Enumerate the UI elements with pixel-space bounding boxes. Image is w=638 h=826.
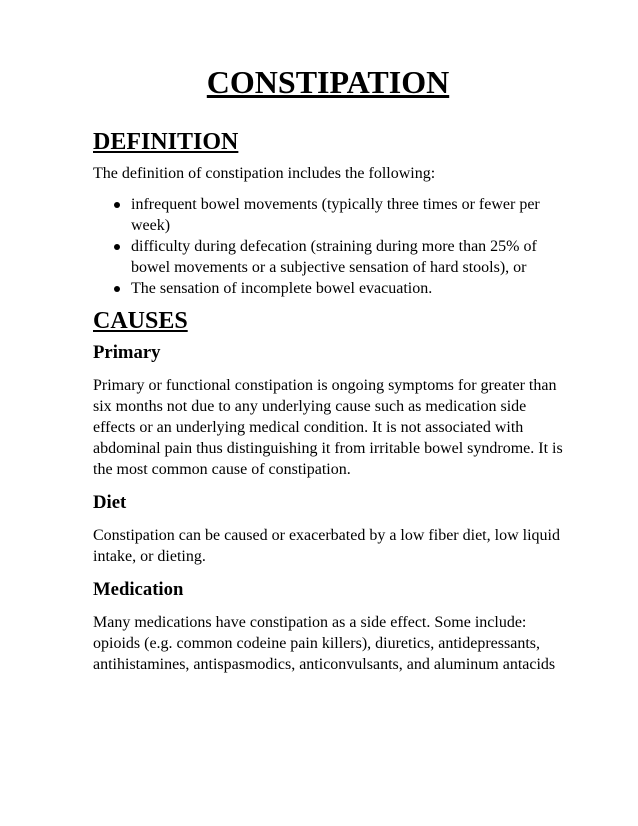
primary-heading: Primary xyxy=(93,342,161,363)
bullet-icon xyxy=(114,202,120,208)
diet-heading: Diet xyxy=(93,492,127,513)
bullet-icon xyxy=(114,286,120,292)
list-item-text: difficulty during defecation (straining during more than 25% of bowel movements or a subjective sensation of hard stools), or xyxy=(131,238,537,276)
document-title: CONSTIPATION xyxy=(206,64,450,100)
bullet-icon xyxy=(114,244,120,250)
definition-list xyxy=(93,194,563,299)
definition-intro: The definition of constipation includes the following: xyxy=(93,165,436,182)
definition-heading: DEFINITION xyxy=(93,129,239,155)
medication-heading: Medication xyxy=(93,579,184,600)
list-item-text: The sensation of incomplete bowel evacuation. xyxy=(131,280,433,297)
list-item xyxy=(93,236,563,278)
diet-text: Constipation can be caused or exacerbated by a low fiber diet, low liquid intake, or dieting. xyxy=(93,527,560,565)
list-item xyxy=(93,278,563,299)
causes-heading: CAUSES xyxy=(93,308,188,334)
medication-text: Many medications have constipation as a side effect. Some include: opioids (e.g. common codeine pain killers), diuretics, antidepressants, antihistamines, antispasmodics, anticonvulsants, and aluminum antacids xyxy=(93,614,556,673)
primary-text: Primary or functional constipation is ongoing symptoms for greater than six months not due to any underlying cause such as medication side effects or an underlying medical condition. It is not associated with abdominal pain thus distinguishing it from irritable bowel syndrome. It is the most common cause of constipation. xyxy=(93,377,563,478)
list-item-text: infrequent bowel movements (typically three times or fewer per week) xyxy=(131,196,540,234)
list-item xyxy=(93,194,563,236)
document-page xyxy=(93,64,563,675)
